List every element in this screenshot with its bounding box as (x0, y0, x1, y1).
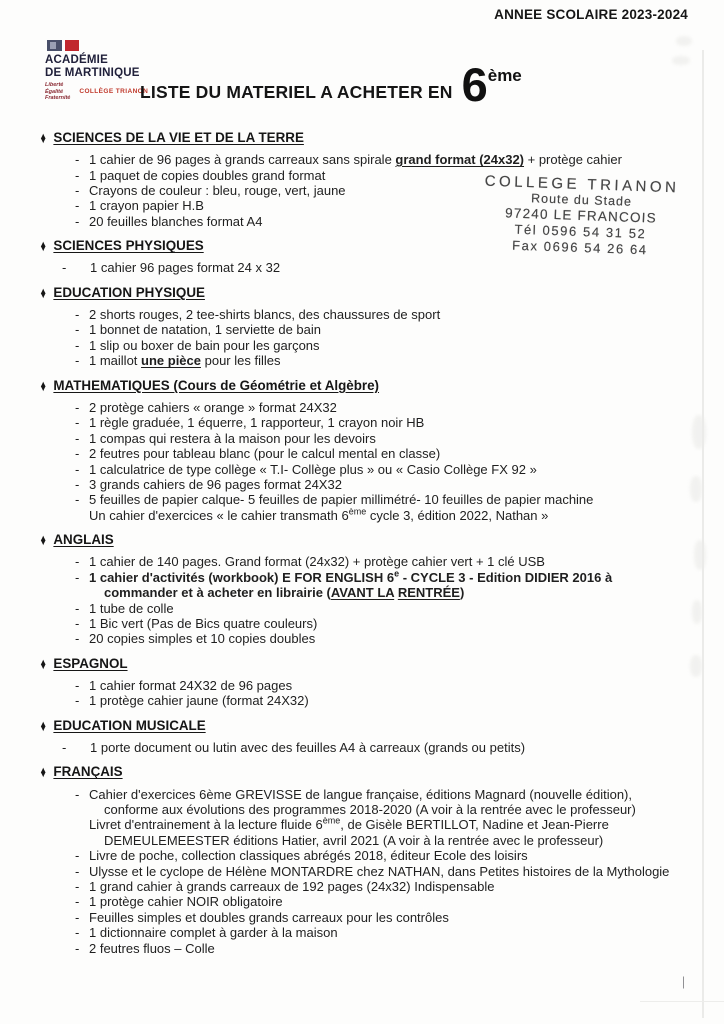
section-items (40, 400, 698, 523)
stamp-line: COLLEGE TRIANON (484, 172, 680, 197)
flag-navy-block-icon (47, 40, 62, 51)
item-text (89, 864, 698, 879)
list-item (62, 260, 698, 275)
section-items (40, 678, 698, 709)
item-dash: - (75, 415, 80, 431)
text-segment: , de Gisèle BERTILLOT, Nadine et Jean-Pierre (340, 817, 609, 833)
list-item (75, 322, 698, 337)
section-items (40, 554, 698, 646)
list-item (75, 183, 698, 198)
item-dash (75, 508, 89, 523)
text-segment: 1 cahier d'activités (workbook) E FOR ENGLISH 6 (89, 569, 395, 585)
item-dash: - (75, 322, 80, 338)
item-text (90, 740, 698, 755)
item-dash: - (75, 909, 80, 925)
text-segment: 1 porte document ou lutin avec des feuilles A4 à carreaux (grands ou petits) (90, 739, 526, 755)
list-item (75, 168, 698, 183)
item-text (89, 508, 698, 523)
school-year-label: ANNEE SCOLAIRE 2023-2024 (494, 7, 688, 22)
section (40, 532, 698, 647)
text-segment: une pièce (141, 353, 201, 369)
item-text (89, 910, 698, 925)
scan-artifact (690, 476, 702, 502)
item-dash: - (62, 739, 67, 755)
french-flag-icon (47, 40, 195, 51)
list-item (75, 508, 698, 523)
item-dash: - (75, 167, 80, 183)
list-item (75, 431, 698, 446)
item-dash: - (75, 554, 80, 570)
item-dash: - (75, 213, 80, 229)
item-text (89, 431, 698, 446)
text-segment: Ulysse et le cyclope de Hélène MONTARDRE chez NATHAN, dans Petites histoires de la Mythologie (89, 863, 670, 879)
text-segment: RENTRÉE (397, 585, 460, 601)
motto-line: Égalité (45, 88, 64, 95)
item-text (89, 168, 698, 183)
item-text (89, 307, 698, 322)
list-item (75, 616, 698, 631)
item-dash: - (62, 260, 67, 276)
item-text (89, 492, 698, 507)
text-segment: Feuilles simples et doubles grands carreaux pour les contrôles (89, 909, 449, 925)
list-item (75, 693, 698, 708)
item-text (89, 925, 698, 940)
section (40, 656, 698, 709)
section-title (40, 238, 698, 254)
item-text (90, 260, 698, 275)
college-name-red: COLLÈGE TRIANON (79, 88, 149, 96)
text-segment: 1 tube de colle (89, 600, 174, 616)
list-item (75, 492, 698, 507)
section (40, 764, 698, 956)
text-segment: commander et à acheter en librairie ( (104, 585, 331, 601)
list-item (62, 740, 698, 755)
item-text (89, 817, 698, 848)
list-item (75, 554, 698, 569)
list-item (75, 446, 698, 461)
motto-line: Liberté (45, 82, 64, 88)
text-segment: + protège cahier (524, 152, 622, 168)
section-title-text: EDUCATION MUSICALE (53, 717, 206, 733)
section-items (40, 152, 698, 229)
item-text (89, 570, 698, 601)
list-item (75, 198, 698, 213)
list-item (75, 214, 698, 229)
text-segment: 1 protège cahier NOIR obligatoire (89, 894, 283, 910)
item-text (89, 446, 698, 461)
item-dash: - (75, 461, 80, 477)
text-segment: 1 maillot (89, 353, 142, 369)
motto-line: Fraternité (45, 95, 71, 101)
item-dash: - (75, 430, 80, 446)
text-segment: 1 compas qui restera à la maison pour les devoirs (89, 430, 376, 446)
section (40, 238, 698, 276)
list-item (75, 925, 698, 940)
section-title (40, 718, 698, 734)
diamond-bullet-icon: ♦ (40, 763, 46, 781)
page-title (140, 58, 522, 111)
section (40, 378, 698, 523)
scan-edge-bottom (640, 1001, 724, 1002)
diamond-bullet-icon: ♦ (40, 283, 46, 302)
list-item (75, 462, 698, 477)
grade-label (461, 58, 522, 111)
item-dash: - (75, 198, 80, 214)
list-item (75, 941, 698, 956)
text-segment: 1 Bic vert (Pas de Bics quatre couleurs) (89, 615, 318, 631)
item-text (89, 941, 698, 956)
list-item (75, 910, 698, 925)
text-segment: ème (322, 816, 341, 827)
academy-name-line2: DE MARTINIQUE (45, 66, 140, 79)
list-item (75, 879, 698, 894)
item-dash: - (75, 940, 80, 956)
section (40, 285, 698, 369)
item-dash: - (75, 894, 80, 910)
list-item (75, 415, 698, 430)
section-title-text: ANGLAIS (53, 532, 114, 548)
item-dash: - (75, 693, 80, 709)
item-text (89, 601, 698, 616)
item-text (89, 693, 698, 708)
text-segment: pour les filles (201, 353, 281, 369)
item-text (89, 214, 698, 229)
stamp-line: Tél 0596 54 31 52 (514, 221, 647, 242)
list-item (75, 601, 698, 616)
section-items (40, 740, 698, 755)
text-segment: 3 grands cahiers de 96 pages format 24X32 (89, 476, 342, 492)
item-dash: - (75, 492, 80, 508)
text-segment: Un cahier d'exercices « le cahier transmath 6 (89, 507, 349, 523)
item-dash: - (75, 399, 80, 415)
section-title-text: ESPAGNOL (53, 655, 128, 671)
stamp-line: 97240 LE FRANCOIS (504, 205, 658, 226)
list-item (75, 307, 698, 322)
text-segment: 1 crayon papier H.B (89, 198, 204, 214)
scan-artifact (676, 36, 692, 46)
section-title-text: MATHEMATIQUES (Cours de Géométrie et Algèbre) (53, 377, 380, 393)
item-text (89, 616, 698, 631)
list-item (75, 678, 698, 693)
diamond-bullet-icon: ♦ (40, 716, 46, 735)
flag-red-block-icon (65, 40, 79, 51)
diamond-bullet-icon: ♦ (40, 654, 46, 673)
page-title-text: LISTE DU MATERIEL A ACHETER EN (140, 82, 453, 102)
text-segment: 20 copies simples et 10 copies doubles (89, 631, 316, 647)
text-segment: 1 cahier de 140 pages. Grand format (24x32) + protège cahier vert + 1 clé USB (89, 554, 545, 570)
item-dash: - (75, 446, 80, 462)
item-dash: - (75, 615, 80, 631)
section-title (40, 378, 698, 394)
text-segment: e (394, 568, 400, 579)
text-segment: 1 protège cahier jaune (format 24X32) (89, 693, 309, 709)
grade-number: 6 (461, 58, 488, 111)
item-text (89, 879, 698, 894)
section-title (40, 130, 698, 146)
item-text (89, 477, 698, 492)
item-text (89, 198, 698, 213)
sections-container (40, 130, 698, 956)
stamp-line: Route du Stade (530, 191, 633, 209)
text-segment: 1 paquet de copies doubles grand format (89, 167, 326, 183)
text-segment: Livret d'entrainement à la lecture fluide 6 (89, 817, 323, 833)
list-item (75, 152, 698, 167)
text-segment: grand format (24x32) (395, 152, 525, 168)
academy-name-line1: ACADÉMIE (45, 54, 108, 66)
section-title-text: EDUCATION PHYSIQUE (53, 284, 205, 300)
section-title (40, 532, 698, 548)
item-text (89, 894, 698, 909)
section-items (40, 260, 698, 275)
text-segment: 2 protège cahiers « orange » format 24X32 (89, 399, 337, 415)
item-dash: - (75, 183, 80, 199)
text-segment: conforme aux évolutions des programmes 2018-2020 (A voir à la rentrée avec le professeur) (104, 802, 636, 817)
item-dash: - (75, 337, 80, 353)
republic-motto (45, 82, 70, 102)
text-segment: 1 grand cahier à grands carreaux de 192 pages (24x32) Indispensable (89, 879, 495, 895)
list-item (75, 894, 698, 909)
scan-edge-right (702, 50, 704, 1018)
item-text (89, 183, 698, 198)
text-segment: 1 calculatrice de type collège « T.I- Collège plus » ou « Casio Collège FX 92 » (89, 461, 537, 477)
text-segment: 1 cahier de 96 pages à grands carreaux sans spirale (89, 152, 396, 168)
section-title-text: FRANÇAIS (53, 764, 123, 780)
diamond-bullet-icon: ♦ (40, 531, 46, 549)
text-segment: Livre de poche, collection classiques abrégés 2018, éditeur Ecole des loisirs (89, 848, 528, 864)
item-text (89, 848, 698, 863)
text-segment: - CYCLE 3 - Edition DIDIER 2016 à (399, 569, 613, 585)
item-dash: - (75, 863, 80, 879)
item-text (89, 631, 698, 646)
text-segment: 1 cahier 96 pages format 24 x 32 (90, 260, 281, 276)
page-marker: | (682, 974, 685, 989)
item-dash: - (75, 786, 80, 802)
diamond-bullet-icon: ♦ (40, 129, 46, 147)
list-item (75, 864, 698, 879)
section (40, 130, 698, 229)
text-segment: 1 règle graduée, 1 équerre, 1 rapporteur, 1 crayon noir HB (89, 415, 425, 431)
item-text (89, 400, 698, 415)
grade-suffix: ème (487, 66, 522, 85)
item-dash: - (75, 569, 80, 585)
item-text (89, 787, 698, 818)
scan-artifact (672, 56, 690, 65)
stamp-line: Fax 0696 54 26 64 (511, 237, 648, 257)
item-dash: - (75, 848, 80, 864)
item-dash: - (75, 152, 80, 168)
list-item (75, 477, 698, 492)
item-dash: - (75, 353, 80, 369)
list-item (75, 570, 698, 601)
text-segment: AVANT LA (330, 585, 395, 601)
item-text (89, 415, 698, 430)
item-dash: - (75, 631, 80, 647)
text-segment: 1 slip ou boxer de bain pour les garçons (89, 337, 320, 353)
item-dash: - (75, 925, 80, 941)
list-item (75, 787, 698, 818)
text-segment: 2 feutres pour tableau blanc (pour le calcul mental en classe) (89, 446, 441, 462)
section-title (40, 656, 698, 672)
text-segment: Crayons de couleur : bleu, rouge, vert, jaune (89, 183, 346, 199)
item-dash: - (75, 307, 80, 323)
scan-artifact (694, 540, 706, 570)
diamond-bullet-icon: ♦ (40, 376, 46, 395)
section-title (40, 285, 698, 301)
item-text (89, 152, 698, 167)
text-segment: cycle 3, édition 2022, Nathan » (366, 507, 549, 523)
item-text (89, 353, 698, 368)
item-dash: - (75, 879, 80, 895)
text-segment: 2 feutres fluos – Colle (89, 940, 215, 956)
text-segment: 5 feuilles de papier calque- 5 feuilles de papier millimétré- 10 feuilles de papier machine (89, 492, 594, 508)
item-text (89, 462, 698, 477)
list-item (75, 338, 698, 353)
diamond-bullet-icon: ♦ (40, 237, 46, 255)
text-segment: 2 shorts rouges, 2 tee-shirts blancs, des chaussures de sport (89, 307, 441, 323)
section-title (40, 764, 698, 780)
item-dash: - (75, 677, 80, 693)
list-item (75, 353, 698, 368)
item-dash: - (75, 600, 80, 616)
list-item (75, 631, 698, 646)
list-item (75, 400, 698, 415)
text-segment: 20 feuilles blanches format A4 (89, 213, 263, 229)
list-item (75, 848, 698, 863)
section-items (40, 307, 698, 369)
text-segment: 1 dictionnaire complet à garder à la maison (89, 925, 338, 941)
item-text (89, 678, 698, 693)
item-text (89, 322, 698, 337)
text-segment: Cahier d'exercices 6ème GREVISSE de langue française, éditions Magnard (nouvelle édition), (89, 786, 632, 802)
section-title-text: SCIENCES DE LA VIE ET DE LA TERRE (53, 130, 304, 145)
list-item (75, 817, 698, 848)
text-segment: ) (459, 585, 465, 601)
scan-artifact (690, 655, 702, 677)
text-segment: 1 bonnet de natation, 1 serviette de bain (89, 322, 322, 338)
section (40, 718, 698, 756)
text-segment: DEMEULEMEESTER éditions Hatier, avril 2021 (A voir à la rentrée avec le professeur) (104, 832, 604, 848)
scan-artifact (692, 600, 702, 624)
text-segment: 1 cahier format 24X32 de 96 pages (89, 677, 293, 693)
section-title-text: SCIENCES PHYSIQUES (53, 238, 204, 254)
item-dash: - (75, 476, 80, 492)
section-items (40, 787, 698, 956)
item-text (89, 338, 698, 353)
item-dash (75, 817, 89, 848)
text-segment: ème (348, 506, 367, 517)
